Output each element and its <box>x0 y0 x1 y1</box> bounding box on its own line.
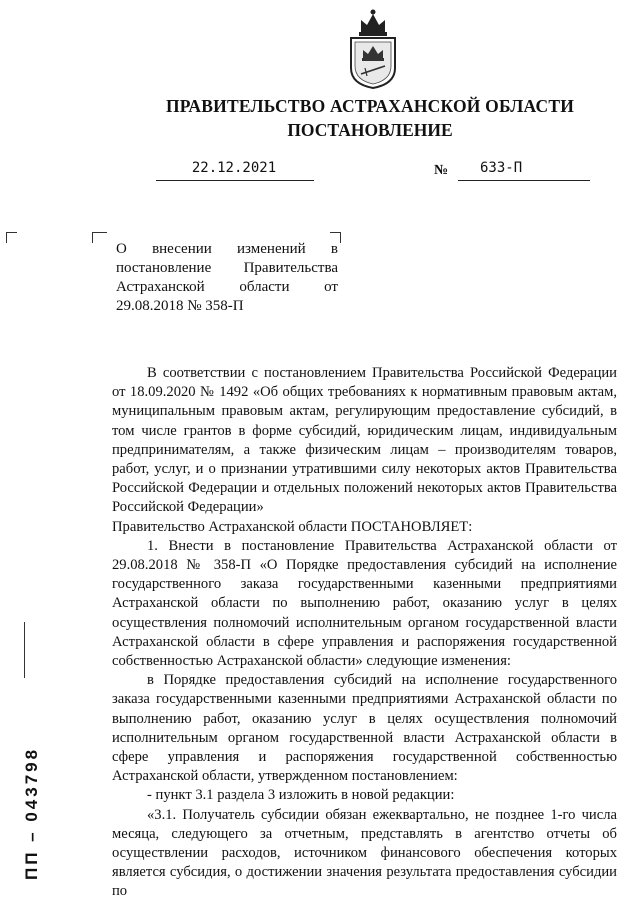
bullet-paragraph: - пункт 3.1 раздела 3 изложить в новой редакции: <box>147 787 455 804</box>
number-underline <box>458 180 590 181</box>
item-1-sub-paragraph: в Порядке предоставления субсидий на исполнение государственного заказа государственными казенными предприятиями Астраханской области по выполнению работ, оказанию услуг в целях осуществления полномочий исполнительным органом государственной власти Астраханской области в сфере управления и распоряжения государственной собственностью Астраханской области, утвержденном постановлением: <box>112 672 617 785</box>
document-body <box>112 364 617 902</box>
coat-of-arms-icon <box>343 6 403 90</box>
document-subject: О внесении изменений в постановление Правительства Астраханской области от 29.08.2018 № 358-П <box>116 241 338 314</box>
resolves-paragraph: Правительство Астраханской области ПОСТАНОВЛЯЕТ: <box>112 518 473 535</box>
document-type: ПОСТАНОВЛЕНИЕ <box>287 120 453 140</box>
quote-paragraph: «3.1. Получатель субсидии обязан ежеквартально, не позднее 1-го числа месяца, следующего за отчетным, представлять в агентство отчеты об осуществлении расходов, источником финансового обеспечения которых является субсидия, о достижении значения результата предоставления субсидии по <box>112 806 617 900</box>
serial-number: ПП – 043798 <box>22 746 41 880</box>
document-number: 633-П <box>480 160 523 176</box>
margin-corner-mark <box>6 232 17 243</box>
subject-corner-left <box>92 232 107 243</box>
date-underline <box>156 180 314 181</box>
document-date: 22.12.2021 <box>191 160 277 176</box>
preamble-paragraph: В соответствии с постановлением Правительства Российской Федерации от 18.09.2020 № 1492 «Об общих требованиях к нормативным правовым актам, муниципальным правовым актам, регулирующим предоставление субсидий, в том числе грантов в форме субсидий, юридическим лицам, индивидуальным предпринимателям, а также физическим лицам – производителям товаров, работ, услуг, и о признании утратившими силу некоторых актов Правительства Российской Федерации и отдельных положений некоторых актов Правительства Российской Федерации» <box>112 365 617 516</box>
number-sign: № <box>434 163 449 178</box>
item-1-paragraph: 1. Внести в постановление Правительства Астраханской области от 29.08.2018 № 358-П «О Порядке предоставления субсидий на исполнение государственного заказа государственными казенными предприятиями Астраханской области по выполнению работ, оказанию услуг в целях осуществления полномочий исполнительным органом государственной власти Астраханской области в сфере управления и распоряжения государственной собственностью Астраханской области» следующие изменения: <box>112 537 617 670</box>
organization-title: ПРАВИТЕЛЬСТВО АСТРАХАНСКОЙ ОБЛАСТИ <box>165 96 575 116</box>
margin-line <box>24 622 25 678</box>
